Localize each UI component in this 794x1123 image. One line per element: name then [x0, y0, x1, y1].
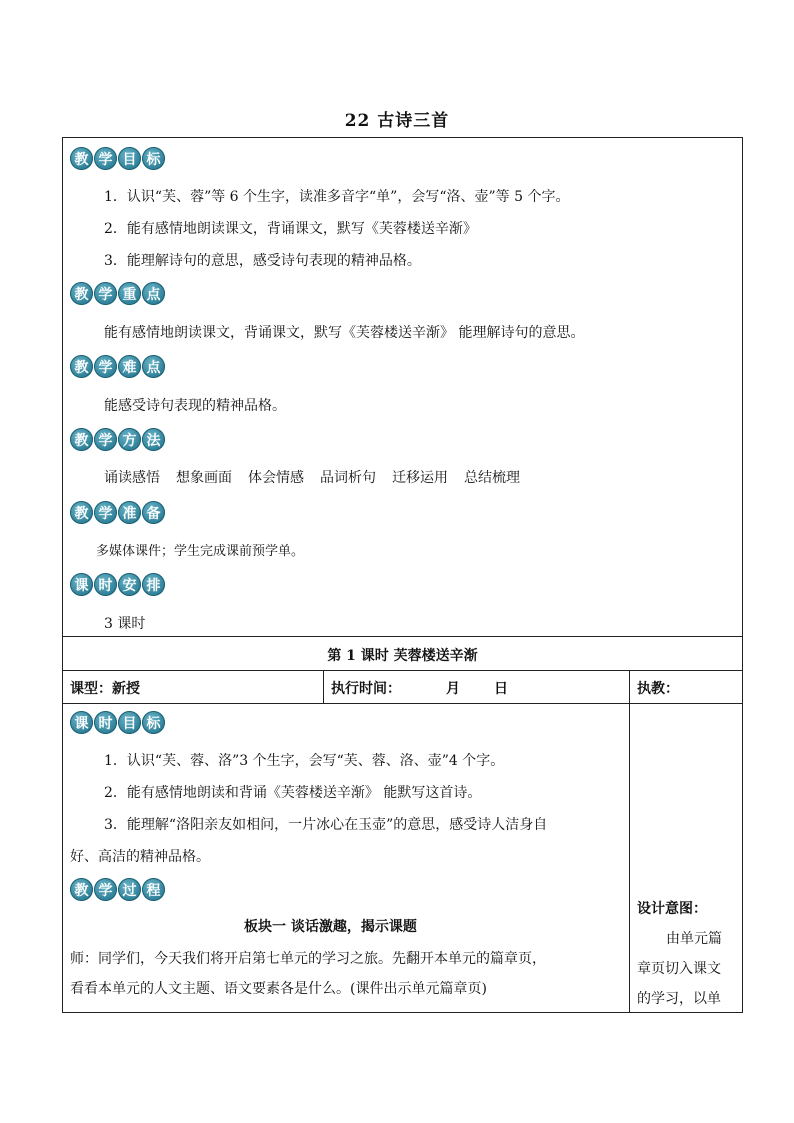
badge-difficulties: 教 学 难 点 [70, 355, 165, 378]
teacher-label: 执教： [637, 681, 679, 697]
method-item: 迁移运用 [392, 470, 448, 486]
goal-item: 2．能有感情地朗读课文，背诵课文，默写《芙蓉楼送辛渐》 [104, 221, 477, 237]
badge-teaching-goals: 教 学 目 标 [70, 147, 165, 170]
badge-schedule: 课 时 安 排 [70, 573, 165, 596]
divider-col-1 [323, 670, 324, 703]
lesson-heading: 第 1 课时 芙蓉楼送辛渐 [327, 648, 478, 664]
schedule-text: 3 课时 [104, 616, 146, 632]
process-paragraph-line: 师：同学们，今天我们将开启第七单元的学习之旅。先翻开本单元的篇章页， [70, 951, 546, 967]
badge-lesson-goals: 课 时 目 标 [70, 711, 165, 734]
goal-item: 1．认识“芙、蓉”等 6 个生字，读准多音字“单”，会写“洛、壶”等 5 个字。 [104, 189, 570, 205]
method-item: 体会情感 [248, 470, 304, 486]
method-item: 诵读感悟 [104, 470, 160, 486]
process-paragraph-line: 看看本单元的人文主题、语文要素各是什么。(课件出示单元篇章页) [70, 981, 487, 997]
execution-time-label: 执行时间： [331, 681, 401, 697]
methods-list [104, 467, 520, 487]
method-item: 总结梳理 [464, 470, 520, 486]
lesson-goal-item: 1．认识“芙、蓉、洛”3 个生字，会写“芙、蓉、洛、壶”4 个字。 [104, 753, 505, 769]
goal-item: 3．能理解诗句的意思，感受诗句表现的精神品格。 [104, 253, 421, 269]
difficulties-text: 能感受诗句表现的精神品格。 [104, 398, 286, 414]
lesson-goal-item: 好、高洁的精神品格。 [70, 849, 210, 865]
design-intent-line: 由单元篇 [666, 931, 722, 947]
lesson-goal-item: 2．能有感情地朗读和背诵《芙蓉楼送辛渐》 能默写这首诗。 [104, 785, 482, 801]
badge-teaching-process: 教 学 过 程 [70, 878, 165, 901]
lesson-goal-item: 3．能理解“洛阳亲友如相问，一片冰心在玉壶”的意思，感受诗人洁身自 [104, 817, 548, 833]
divider-lesson-body [62, 703, 743, 704]
preparation-text: 多媒体课件；学生完成课前预学单。 [96, 544, 305, 559]
design-intent-line: 章页切入课文 [637, 961, 721, 977]
day-label: 日 [494, 681, 508, 697]
key-points-text: 能有感情地朗读课文，背诵课文，默写《芙蓉楼送辛渐》 能理解诗句的意思。 [104, 325, 585, 341]
design-intent-label: 设计意图： [637, 901, 707, 917]
lesson-type: 课型：新授 [70, 681, 140, 697]
design-intent-line: 的学习，以单 [637, 991, 721, 1007]
method-item: 想象画面 [176, 470, 232, 486]
badge-key-points: 教 学 重 点 [70, 282, 165, 305]
page-title: 22 古诗三首 [344, 111, 450, 131]
month-label: 月 [446, 681, 460, 697]
method-item: 品词析句 [320, 470, 376, 486]
divider-lesson-heading [62, 636, 743, 637]
block-title: 板块一 谈话激趣，揭示课题 [244, 919, 417, 935]
divider-lesson-meta [62, 670, 743, 671]
divider-col-2 [629, 670, 630, 1013]
badge-preparation: 教 学 准 备 [70, 501, 165, 524]
badge-methods: 教 学 方 法 [70, 428, 165, 451]
